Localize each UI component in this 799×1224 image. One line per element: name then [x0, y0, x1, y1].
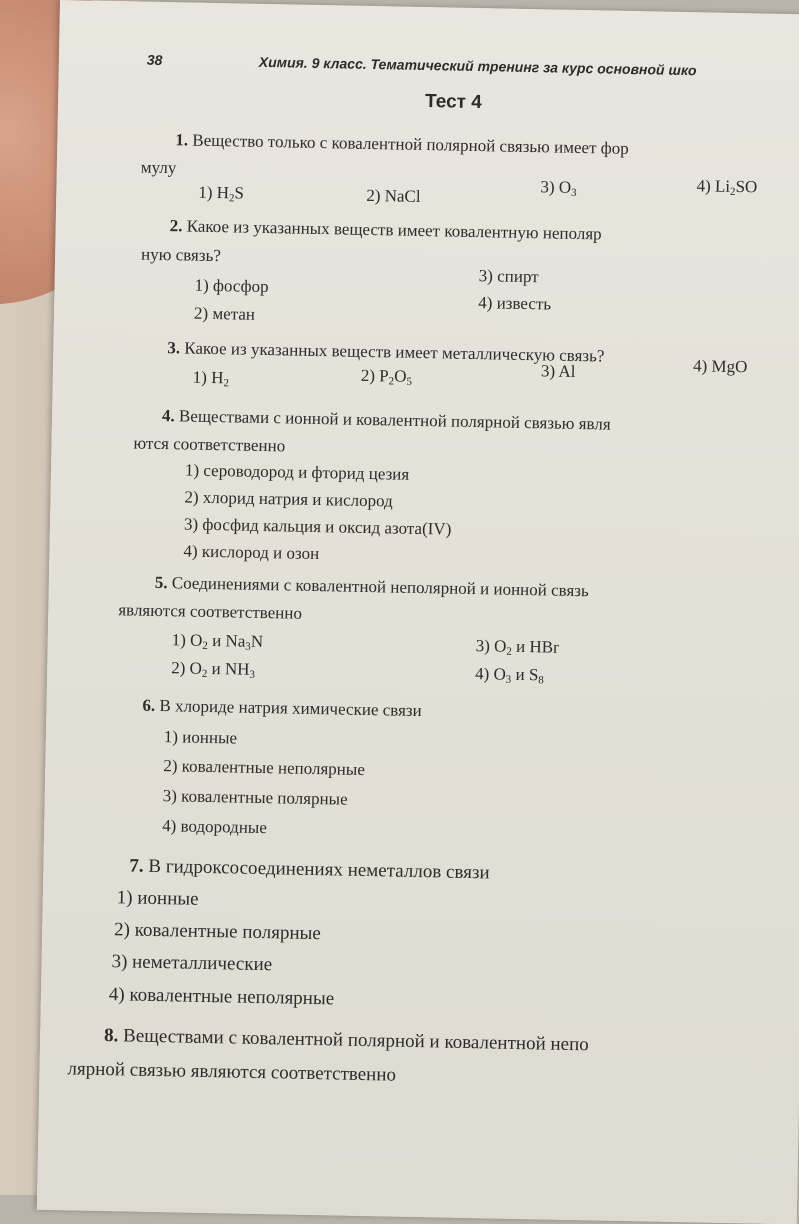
question-3-option-4: 4) MgO [692, 356, 748, 377]
question-3-option-3: 3) Al [540, 361, 576, 381]
question-7-option-2: 2) ковалентные полярные [113, 919, 321, 945]
question-2-option-3: 3) спирт [478, 266, 539, 287]
question-2-text: 2. Какое из указанных веществ имеет ковалентную неполяр [169, 216, 602, 244]
question-7-option-3: 3) неметаллические [111, 951, 273, 976]
question-4-text: 4. Веществами с ионной и ковалентной полярной связью явля [161, 406, 611, 434]
question-5-option-3: 3) $O_2$ и HBr [475, 636, 559, 658]
question-6-option-2: 2) ковалентные неполярные [163, 756, 366, 779]
question-6-option-3: 3) ковалентные полярные [162, 786, 348, 809]
book-page [37, 0, 799, 1224]
question-5-text: 5. Соединениями с ковалентной неполярной и ионной связь [154, 572, 589, 601]
question-7-text: 7. В гидроксосоединениях неметаллов связи [129, 855, 490, 884]
question-6-option-4: 4) водородные [161, 816, 268, 838]
question-4-option-3: 3) фосфид кальция и оксид азота(IV) [183, 514, 452, 539]
running-title: Химия. 9 класс. Тематический тренинг за курс основной шко [258, 53, 697, 79]
question-5-text-cont: являются соответственно [118, 600, 303, 623]
question-2-option-4: 4) известь [478, 293, 552, 314]
question-8-text: 8. Веществами с ковалентной полярной и ковалентной непо [103, 1025, 589, 1056]
question-2-option-2: 2) метан [193, 303, 256, 324]
question-6-option-1: 1) ионные [163, 727, 238, 748]
question-4-option-1: 1) сероводород и фторид цезия [184, 460, 410, 484]
question-3-text: 3. Какое из указанных веществ имеет металлическую связь? [167, 338, 605, 366]
question-6-text: 6. В хлориде натрия химические связи [142, 695, 422, 721]
question-1-text-cont: мулу [140, 157, 177, 178]
question-2-text-cont: ную связь? [140, 244, 222, 266]
question-5-option-4: 4) $O_3$ и $S_8$ [474, 664, 544, 687]
question-2-option-1: 1) фосфор [194, 275, 269, 297]
question-4-option-2: 2) хлорид натрия и кислород [184, 487, 393, 511]
question-3-option-1: 1) $H_2$ [192, 367, 229, 390]
question-5-option-1: 1) $O_2$ и $Na_3N$ [171, 630, 264, 653]
question-1-text: 1. Вещество только с ковалентной полярной связью имеет фор [175, 130, 629, 158]
question-7-option-1: 1) ионные [116, 887, 199, 910]
question-1-option-1: 1) $H_2S$ [198, 182, 245, 205]
question-1-option-3: 3) $O_3$ [540, 177, 577, 199]
question-3-option-2: 2) $P_2O_5$ [360, 365, 413, 388]
question-1-option-2: 2) NaCl [366, 185, 421, 206]
question-1-option-4: 4) $Li_2SO$ [696, 176, 758, 199]
question-4-option-4: 4) кислород и озон [183, 541, 320, 564]
question-7-option-4: 4) ковалентные неполярные [108, 984, 335, 1010]
question-4-text-cont: ются соответственно [133, 433, 286, 456]
question-5-option-2: 2) $O_2$ и $NH_3$ [171, 658, 256, 681]
page-number: 38 [146, 51, 163, 68]
test-title: Тест 4 [424, 91, 483, 114]
question-8-text-cont: лярной связью являются соответственно [67, 1058, 397, 1086]
